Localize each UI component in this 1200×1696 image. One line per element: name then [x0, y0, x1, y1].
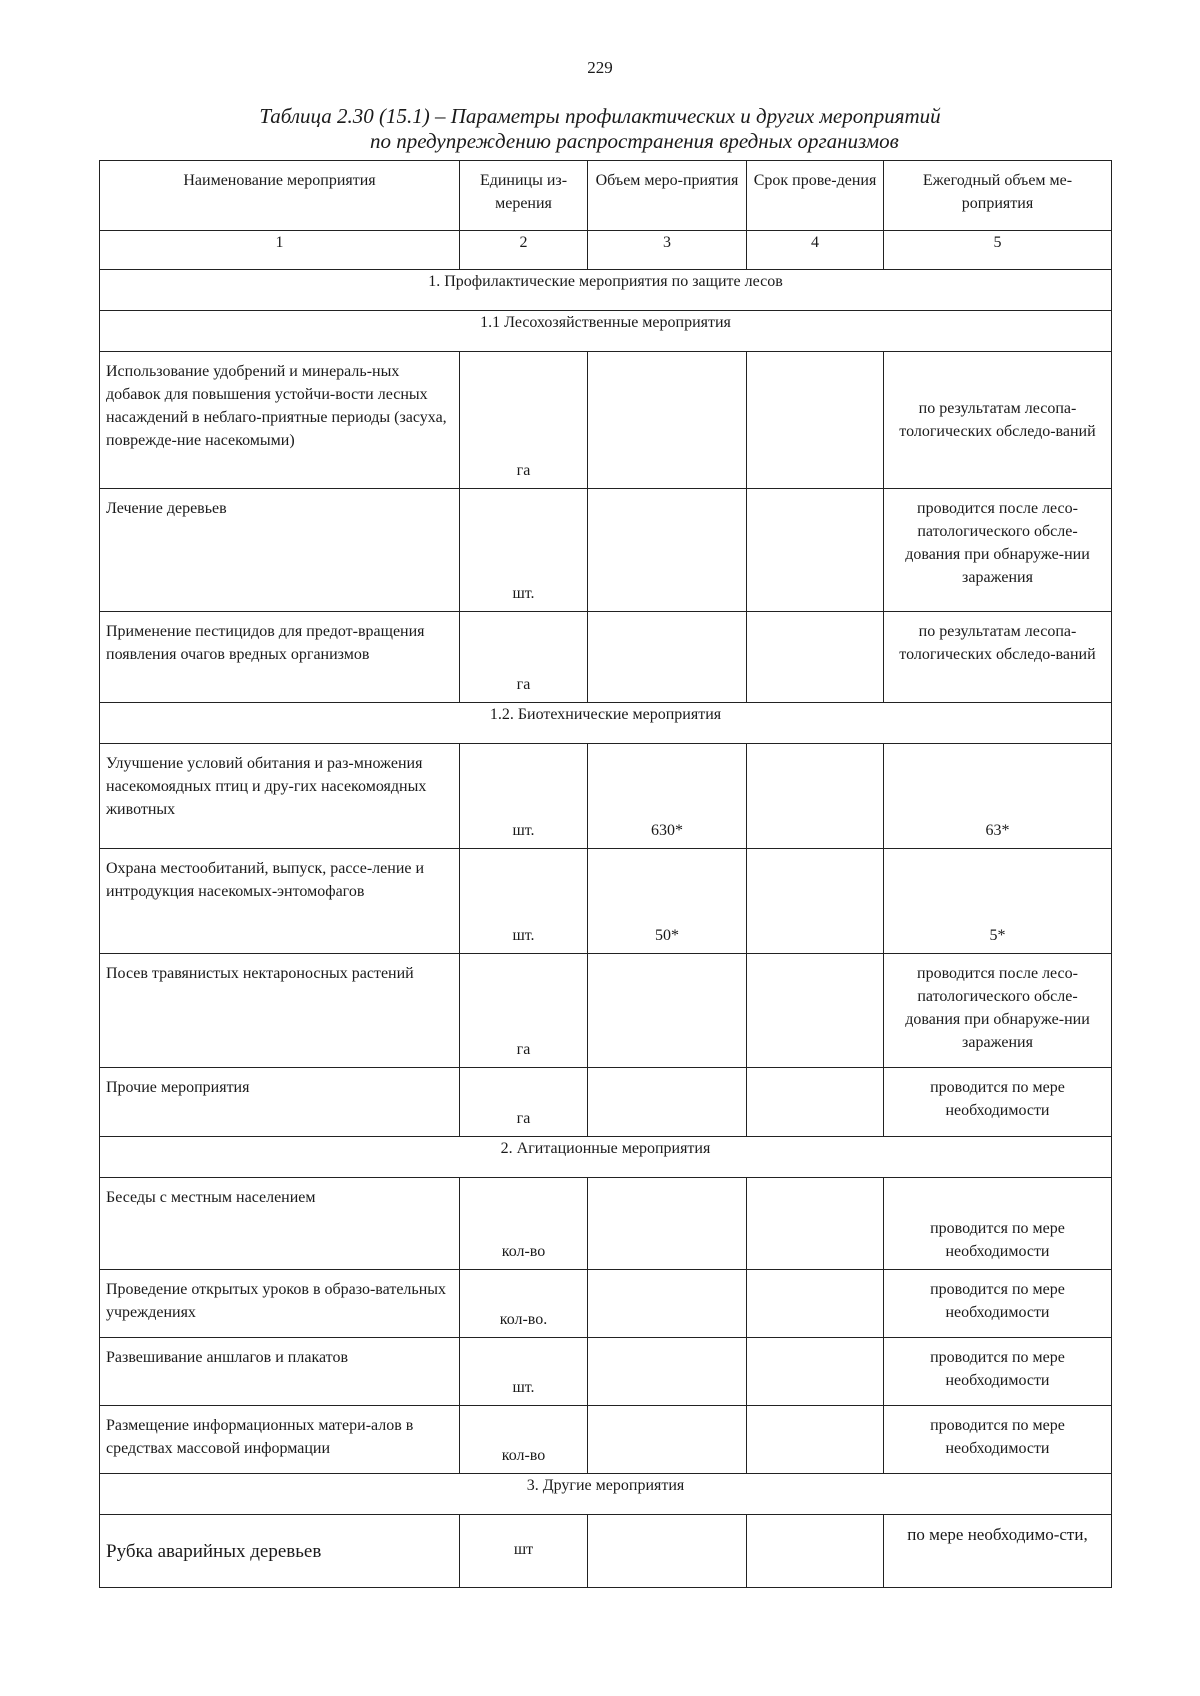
row-name: Рубка аварийных деревьев [100, 1515, 460, 1588]
row-annual: проводится по мере необходимости [884, 1178, 1112, 1270]
row-unit: шт. [460, 849, 588, 954]
row-unit: га [460, 612, 588, 703]
table-row [100, 1068, 1112, 1137]
header-volume: Объем меро-приятия [588, 161, 747, 231]
table-row [100, 954, 1112, 1068]
row-annual: по мере необходимо-сти, [884, 1515, 1112, 1588]
row-volume [588, 352, 747, 489]
header-unit: Единицы из-мерения [460, 161, 588, 231]
row-term [747, 1406, 884, 1474]
table-row [100, 1406, 1112, 1474]
row-volume [588, 1178, 747, 1270]
column-number: 2 [460, 231, 588, 270]
row-volume [588, 1270, 747, 1338]
row-annual: проводится по мере необходимости [884, 1068, 1112, 1137]
row-term [747, 744, 884, 849]
section-title: 3. Другие мероприятия [100, 1474, 1112, 1515]
row-term [747, 849, 884, 954]
row-volume [588, 1068, 747, 1137]
row-term [747, 489, 884, 612]
header-term: Срок прове-дения [747, 161, 884, 231]
column-number-row [100, 231, 1112, 270]
column-number: 4 [747, 231, 884, 270]
row-unit: шт. [460, 489, 588, 612]
row-unit: га [460, 954, 588, 1068]
row-annual: проводится по мере необходимости [884, 1270, 1112, 1338]
row-volume [588, 1515, 747, 1588]
column-number: 5 [884, 231, 1112, 270]
row-term [747, 612, 884, 703]
row-volume: 50* [588, 849, 747, 954]
row-name: Прочие мероприятия [100, 1068, 460, 1137]
row-term [747, 1068, 884, 1137]
row-name: Применение пестицидов для предот-вращения появления очагов вредных организмов [100, 612, 460, 703]
row-unit: кол-во [460, 1178, 588, 1270]
row-volume: 630* [588, 744, 747, 849]
table-caption-line-2: по предупреждению распространения вредных организмов [370, 129, 899, 153]
table-row [100, 489, 1112, 612]
row-unit: кол-во. [460, 1270, 588, 1338]
table-row [100, 612, 1112, 703]
row-annual: 5* [884, 849, 1112, 954]
row-term [747, 1338, 884, 1406]
row-name: Беседы с местным населением [100, 1178, 460, 1270]
measures-table [99, 160, 1112, 1588]
section-title: 2. Агитационные мероприятия [100, 1137, 1112, 1178]
row-term [747, 1515, 884, 1588]
row-unit: кол-во [460, 1406, 588, 1474]
page-number: 229 [587, 58, 613, 77]
subsection-title: 1.2. Биотехнические мероприятия [100, 703, 1112, 744]
column-number: 3 [588, 231, 747, 270]
subsection-title: 1.1 Лесохозяйственные мероприятия [100, 311, 1112, 352]
row-volume [588, 612, 747, 703]
row-unit: га [460, 1068, 588, 1137]
row-volume [588, 1338, 747, 1406]
row-volume [588, 489, 747, 612]
table-row [100, 1515, 1112, 1588]
section-title: 1. Профилактические мероприятия по защите лесов [100, 270, 1112, 311]
row-name: Проведение открытых уроков в образо-вательных учреждениях [100, 1270, 460, 1338]
row-name: Улучшение условий обитания и раз-множения насекомоядных птиц и дру-гих насекомоядных животных [100, 744, 460, 849]
row-unit: шт. [460, 1338, 588, 1406]
row-name: Размещение информационных матери-алов в средствах массовой информации [100, 1406, 460, 1474]
row-term [747, 1270, 884, 1338]
row-annual: по результатам лесопа-тологических обследо-ваний [884, 612, 1112, 703]
row-name: Лечение деревьев [100, 489, 460, 612]
table-row [100, 1338, 1112, 1406]
row-unit: шт [460, 1515, 588, 1588]
table-row [100, 849, 1112, 954]
header-name: Наименование мероприятия [100, 161, 460, 231]
section-row [100, 270, 1112, 311]
row-annual: проводится после лесо-патологического обсле-дования при обнаруже-нии заражения [884, 489, 1112, 612]
table-row [100, 1270, 1112, 1338]
row-term [747, 352, 884, 489]
header-row [100, 161, 1112, 231]
row-volume [588, 954, 747, 1068]
row-term [747, 1178, 884, 1270]
row-name: Развешивание аншлагов и плакатов [100, 1338, 460, 1406]
column-number: 1 [100, 231, 460, 270]
row-annual: по результатам лесопа-тологических обследо-ваний [884, 352, 1112, 489]
table-row [100, 352, 1112, 489]
row-annual: проводится по мере необходимости [884, 1338, 1112, 1406]
table-caption-line-1: Таблица 2.30 (15.1) – Параметры профилактических и других мероприятий [259, 104, 941, 128]
table-row [100, 744, 1112, 849]
row-annual: проводится после лесо-патологического обсле-дования при обнаруже-нии заражения [884, 954, 1112, 1068]
section-row [100, 703, 1112, 744]
row-term [747, 954, 884, 1068]
section-row [100, 1474, 1112, 1515]
row-unit: шт. [460, 744, 588, 849]
row-name: Посев травянистых нектароносных растений [100, 954, 460, 1068]
header-annual: Ежегодный объем ме-роприятия [884, 161, 1112, 231]
row-name: Использование удобрений и минераль-ных добавок для повышения устойчи-вости лесных насаждений в неблаго-приятные периоды (засуха, поврежде-ние насекомыми) [100, 352, 460, 489]
table-row [100, 1178, 1112, 1270]
row-unit: га [460, 352, 588, 489]
section-row [100, 1137, 1112, 1178]
row-annual: 63* [884, 744, 1112, 849]
section-row [100, 311, 1112, 352]
row-volume [588, 1406, 747, 1474]
row-annual: проводится по мере необходимости [884, 1406, 1112, 1474]
row-name: Охрана местообитаний, выпуск, рассе-ление и интродукция насекомых-энтомофагов [100, 849, 460, 954]
